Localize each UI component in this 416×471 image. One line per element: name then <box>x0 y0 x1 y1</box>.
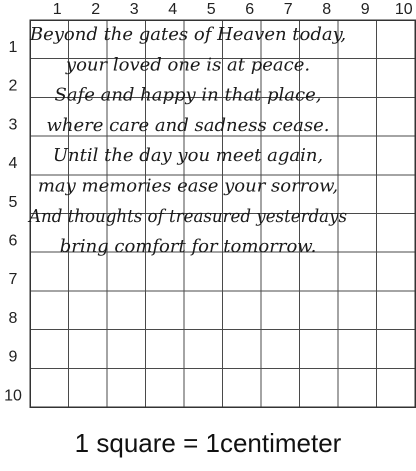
column-label: 4 <box>168 1 178 18</box>
verse-line: And thoughts of treasured yesterdays <box>27 205 347 227</box>
column-label: 1 <box>52 1 62 18</box>
column-label: 8 <box>322 1 332 18</box>
verse-line: bring comfort for tomorrow. <box>59 236 317 258</box>
column-label: 5 <box>206 1 216 18</box>
row-label: 6 <box>8 232 18 250</box>
row-label: 8 <box>8 309 18 327</box>
column-label: 7 <box>283 1 293 18</box>
row-label: 7 <box>8 271 18 289</box>
row-label: 4 <box>8 155 18 173</box>
row-label: 5 <box>8 193 18 211</box>
row-label: 9 <box>8 348 18 366</box>
column-label: 9 <box>360 1 370 18</box>
column-label: 3 <box>129 1 139 18</box>
column-labels <box>53 1 413 18</box>
verse-line: Until the day you meet again, <box>52 145 324 167</box>
row-label: 10 <box>4 387 22 405</box>
row-label: 3 <box>8 116 18 134</box>
column-label: 2 <box>91 1 101 18</box>
scale-caption: 1 square = 1centimeter <box>74 428 342 458</box>
row-label: 1 <box>8 39 18 56</box>
row-label: 2 <box>8 77 18 95</box>
row-labels <box>4 39 22 404</box>
verse-line: where care and sadness cease. <box>46 114 330 136</box>
column-label: 6 <box>245 1 255 18</box>
verse-line: Safe and happy in that place, <box>54 84 322 106</box>
column-label: 10 <box>394 1 413 18</box>
verse-line: your loved one is at peace. <box>65 54 311 76</box>
verse-line: Beyond the gates of Heaven today, <box>29 24 347 45</box>
verse-line: may memories ease your sorrow, <box>37 175 339 197</box>
